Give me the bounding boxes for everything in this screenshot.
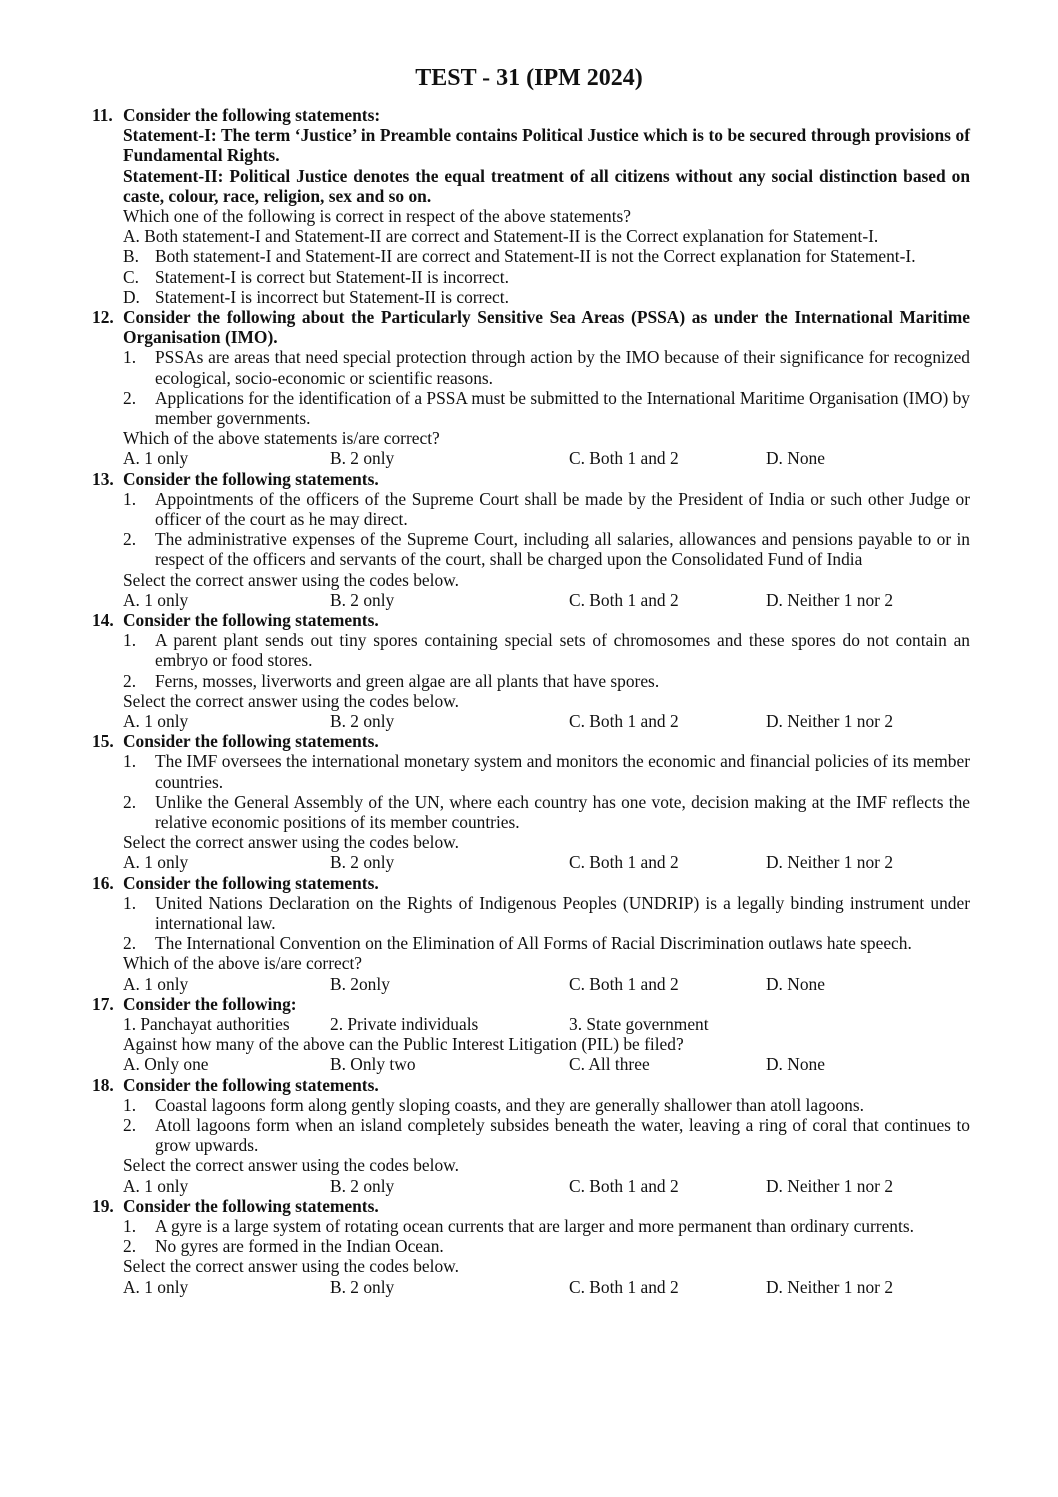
- question-prompt: Against how many of the above can the Public Interest Litigation (PIL) be filed?: [123, 1034, 684, 1055]
- question-prompt: Select the correct answer using the codes below.: [123, 1256, 459, 1277]
- option-d: D. Neither 1 nor 2: [766, 589, 894, 610]
- question-heading: Consider the following statements:: [123, 105, 381, 125]
- question-prompt: Select the correct answer using the codes below.: [123, 832, 459, 853]
- list-item: 2. Private individuals: [330, 1014, 479, 1035]
- option-c: C. Both 1 and 2: [569, 711, 679, 732]
- option-a: A. 1 only: [123, 973, 189, 994]
- list-item: 2. Atoll lagoons form when an island completely subsides beneath the water, leaving a ring of coral that continues to grow upwards.: [123, 1115, 970, 1156]
- question-number: 15.: [92, 731, 114, 752]
- question-heading: Consider the following statements.: [123, 610, 379, 631]
- answer-options: [123, 1176, 970, 1196]
- option-d: D. None: [766, 973, 825, 994]
- option-a: A. 1 only: [123, 852, 189, 873]
- question-13: [92, 469, 970, 610]
- question-prompt: Select the correct answer using the codes below.: [123, 1155, 459, 1176]
- question-number: 12.: [92, 307, 114, 328]
- question-16: [92, 873, 970, 994]
- question-number: 13.: [92, 468, 114, 489]
- option-b: B. 2only: [330, 973, 390, 994]
- option-b: B. 2 only: [330, 852, 395, 873]
- option-d: D. Neither 1 nor 2: [766, 852, 894, 873]
- answer-options: [123, 590, 970, 610]
- option-b: B. 2 only: [330, 711, 395, 732]
- option-c: C. Both 1 and 2: [569, 1175, 679, 1196]
- option-d: D. None: [766, 1054, 825, 1075]
- option-c: C. Both 1 and 2: [569, 973, 679, 994]
- list-item: 1. A gyre is a large system of rotating ocean currents that are larger and more permanent than ordinary currents.: [123, 1216, 914, 1237]
- question-prompt: Select the correct answer using the codes below.: [123, 569, 459, 590]
- question-14: [92, 610, 970, 731]
- option-b: B. 2 only: [330, 448, 395, 469]
- list-item: 3. State government: [569, 1014, 709, 1035]
- option-a: A. 1 only: [123, 1175, 189, 1196]
- option-a: A. 1 only: [123, 711, 189, 732]
- option-c: C. Both 1 and 2: [569, 852, 679, 873]
- question-heading: Consider the following statements.: [123, 1195, 379, 1216]
- question-prompt: Which one of the following is correct in respect of the above statements?: [123, 206, 632, 227]
- list-item: 1. Appointments of the officers of the Supreme Court shall be made by the President of India or such other Judge or officer of the court as he may direct.: [123, 488, 970, 530]
- list-item: 2. The administrative expenses of the Supreme Court, including all salaries, allowances and pensions payable to or in respect of the officers and servants of the court, shall be charged upon the Consolidated Fund of India: [123, 529, 970, 570]
- option-b: B. 2 only: [330, 1175, 395, 1196]
- option-a: A. Only one: [123, 1054, 209, 1075]
- question-17: [92, 994, 970, 1075]
- option-c: C. Both 1 and 2: [569, 589, 679, 610]
- question-heading: Consider the following statements.: [123, 1074, 379, 1095]
- option-b: B. Both statement-I and Statement-II are correct and Statement-II is not the Correct explanation for Statement-I.: [123, 246, 916, 267]
- question-number: 14.: [92, 610, 114, 631]
- question-list: [92, 105, 970, 1297]
- list-item: 2. Unlike the General Assembly of the UN, where each country has one vote, decision making at the IMF reflects the relative economic positions of its member countries.: [123, 791, 970, 833]
- answer-options: [123, 1277, 970, 1297]
- option-c: C. Both 1 and 2: [569, 1276, 679, 1297]
- question-11: [92, 105, 970, 307]
- list-item: 2. The International Convention on the Elimination of All Forms of Racial Discrimination outlaws hate speech.: [123, 933, 912, 954]
- option-d: D. Neither 1 nor 2: [766, 1276, 894, 1297]
- question-heading: Consider the following statements.: [123, 731, 379, 752]
- list-item: 1. A parent plant sends out tiny spores containing special sets of chromosomes and these spores do not contain an embryo or food stores.: [123, 630, 970, 671]
- list-item: 1. Panchayat authorities: [123, 1014, 290, 1035]
- question-15: [92, 731, 970, 872]
- statement-1: Statement-I: The term ‘Justice’ in Preamble contains Political Justice which is to be secured through provisions of Fundamental Rights.: [123, 125, 970, 166]
- list-item: 1. PSSAs are areas that need special protection through action by the IMO because of their significance for recognized ecological, socio-economic or scientific reasons.: [123, 347, 970, 388]
- option-b: B. Only two: [330, 1054, 416, 1075]
- option-d: D. Neither 1 nor 2: [766, 711, 894, 732]
- answer-options: [123, 1054, 970, 1074]
- list-item: 1. The IMF oversees the international monetary system and monitors the economic and financial policies of its member countries.: [123, 751, 970, 792]
- answer-options: [123, 852, 970, 872]
- question-number: 16.: [92, 872, 114, 893]
- question-12: [92, 307, 970, 469]
- question-heading: Consider the following about the Particularly Sensitive Sea Areas (PSSA) as under the International Maritime Organisation (IMO).: [123, 307, 970, 348]
- question-number: 11.: [92, 105, 113, 125]
- option-a: A. 1 only: [123, 1276, 189, 1297]
- option-d: D. None: [766, 448, 825, 469]
- list-item: 1. Coastal lagoons form along gently sloping coasts, and they are generally shallower than atoll lagoons.: [123, 1094, 864, 1115]
- list-item: 2. Ferns, mosses, liverworts and green algae are all plants that have spores.: [123, 670, 660, 691]
- list-item: 2. No gyres are formed in the Indian Ocean.: [123, 1236, 444, 1257]
- option-c: C. Both 1 and 2: [569, 448, 679, 469]
- question-18: [92, 1075, 970, 1196]
- option-b: B. 2 only: [330, 589, 395, 610]
- question-prompt: Which of the above is/are correct?: [123, 953, 362, 974]
- option-c: C. All three: [569, 1054, 650, 1075]
- option-d: D. Statement-I is incorrect but Statement-II is correct.: [123, 286, 509, 307]
- list-item: 1. United Nations Declaration on the Rights of Indigenous Peoples (UNDRIP) is a legally binding instrument under international law.: [123, 892, 970, 934]
- entity-list: [123, 1014, 970, 1034]
- option-a: A. 1 only: [123, 448, 189, 469]
- option-b: B. 2 only: [330, 1276, 395, 1297]
- question-prompt: Which of the above statements is/are correct?: [123, 428, 440, 449]
- question-number: 18.: [92, 1074, 114, 1095]
- question-prompt: Select the correct answer using the codes below.: [123, 690, 459, 711]
- question-number: 19.: [92, 1195, 114, 1216]
- list-item: 2. Applications for the identification of a PSSA must be submitted to the International Maritime Organisation (IMO) by member governments.: [123, 387, 970, 429]
- option-a: A. Both statement-I and Statement-II are correct and Statement-II is the Correct explanation for Statement-I.: [123, 226, 879, 247]
- question-heading: Consider the following statements.: [123, 468, 379, 489]
- question-19: [92, 1196, 970, 1297]
- question-number: 17.: [92, 993, 114, 1014]
- question-heading: Consider the following:: [123, 993, 297, 1014]
- option-a: A. 1 only: [123, 589, 189, 610]
- answer-options: [123, 448, 970, 468]
- answer-options: [123, 974, 970, 994]
- option-c: C. Statement-I is correct but Statement-II is incorrect.: [123, 266, 509, 287]
- answer-options: [123, 711, 970, 731]
- page-title: TEST - 31 (IPM 2024): [415, 65, 643, 91]
- option-d: D. Neither 1 nor 2: [766, 1175, 894, 1196]
- question-heading: Consider the following statements.: [123, 872, 379, 893]
- statement-2: Statement-II: Political Justice denotes the equal treatment of all citizens without any social distinction based on caste, colour, race, religion, sex and so on.: [123, 165, 970, 206]
